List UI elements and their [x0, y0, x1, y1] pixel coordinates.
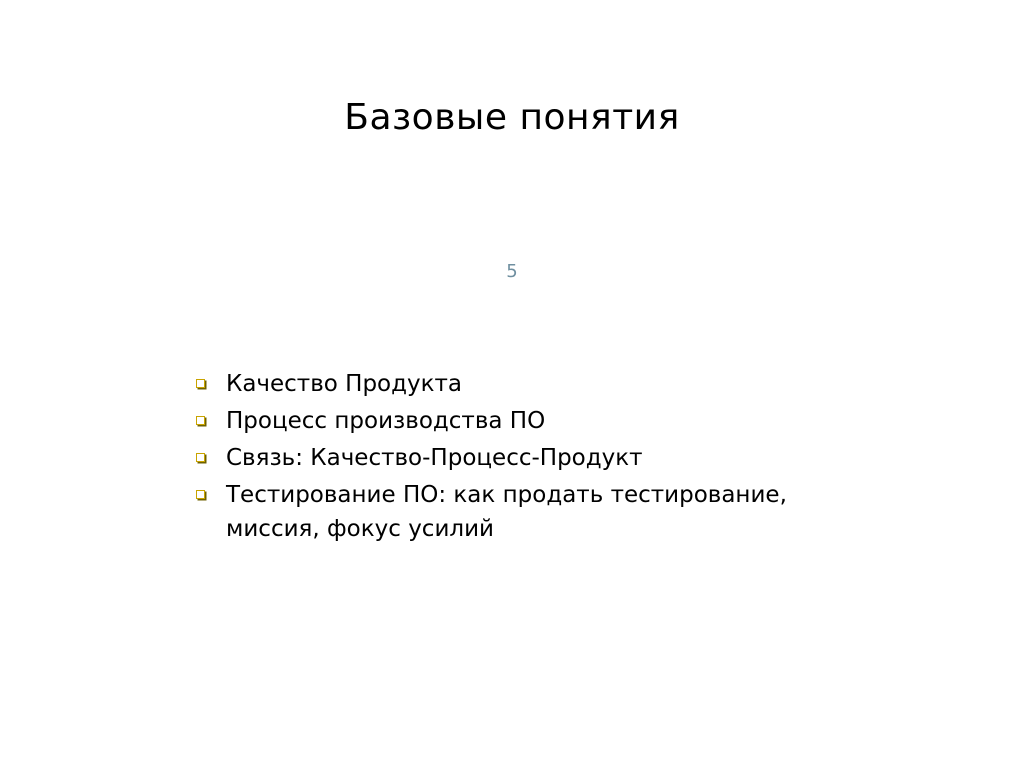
list-item [194, 441, 884, 475]
page-number: 5 [506, 261, 518, 282]
bullet-text: Связь: Качество-Процесс-Продукт [226, 445, 643, 471]
square-bullet-icon [196, 490, 205, 499]
list-item [194, 404, 884, 438]
slide-title: Базовые понятия [344, 97, 680, 138]
square-bullet-icon [196, 453, 205, 462]
list-item [194, 367, 884, 401]
bullet-text: Качество Продукта [226, 371, 463, 397]
bullet-text: Тестирование ПО: как продать тестирование, миссия, фокус усилий [226, 482, 787, 542]
square-bullet-icon [196, 379, 205, 388]
square-bullet-icon [196, 416, 205, 425]
bullet-text: Процесс производства ПО [226, 408, 546, 434]
bullet-list [194, 367, 884, 549]
list-item [194, 478, 884, 546]
